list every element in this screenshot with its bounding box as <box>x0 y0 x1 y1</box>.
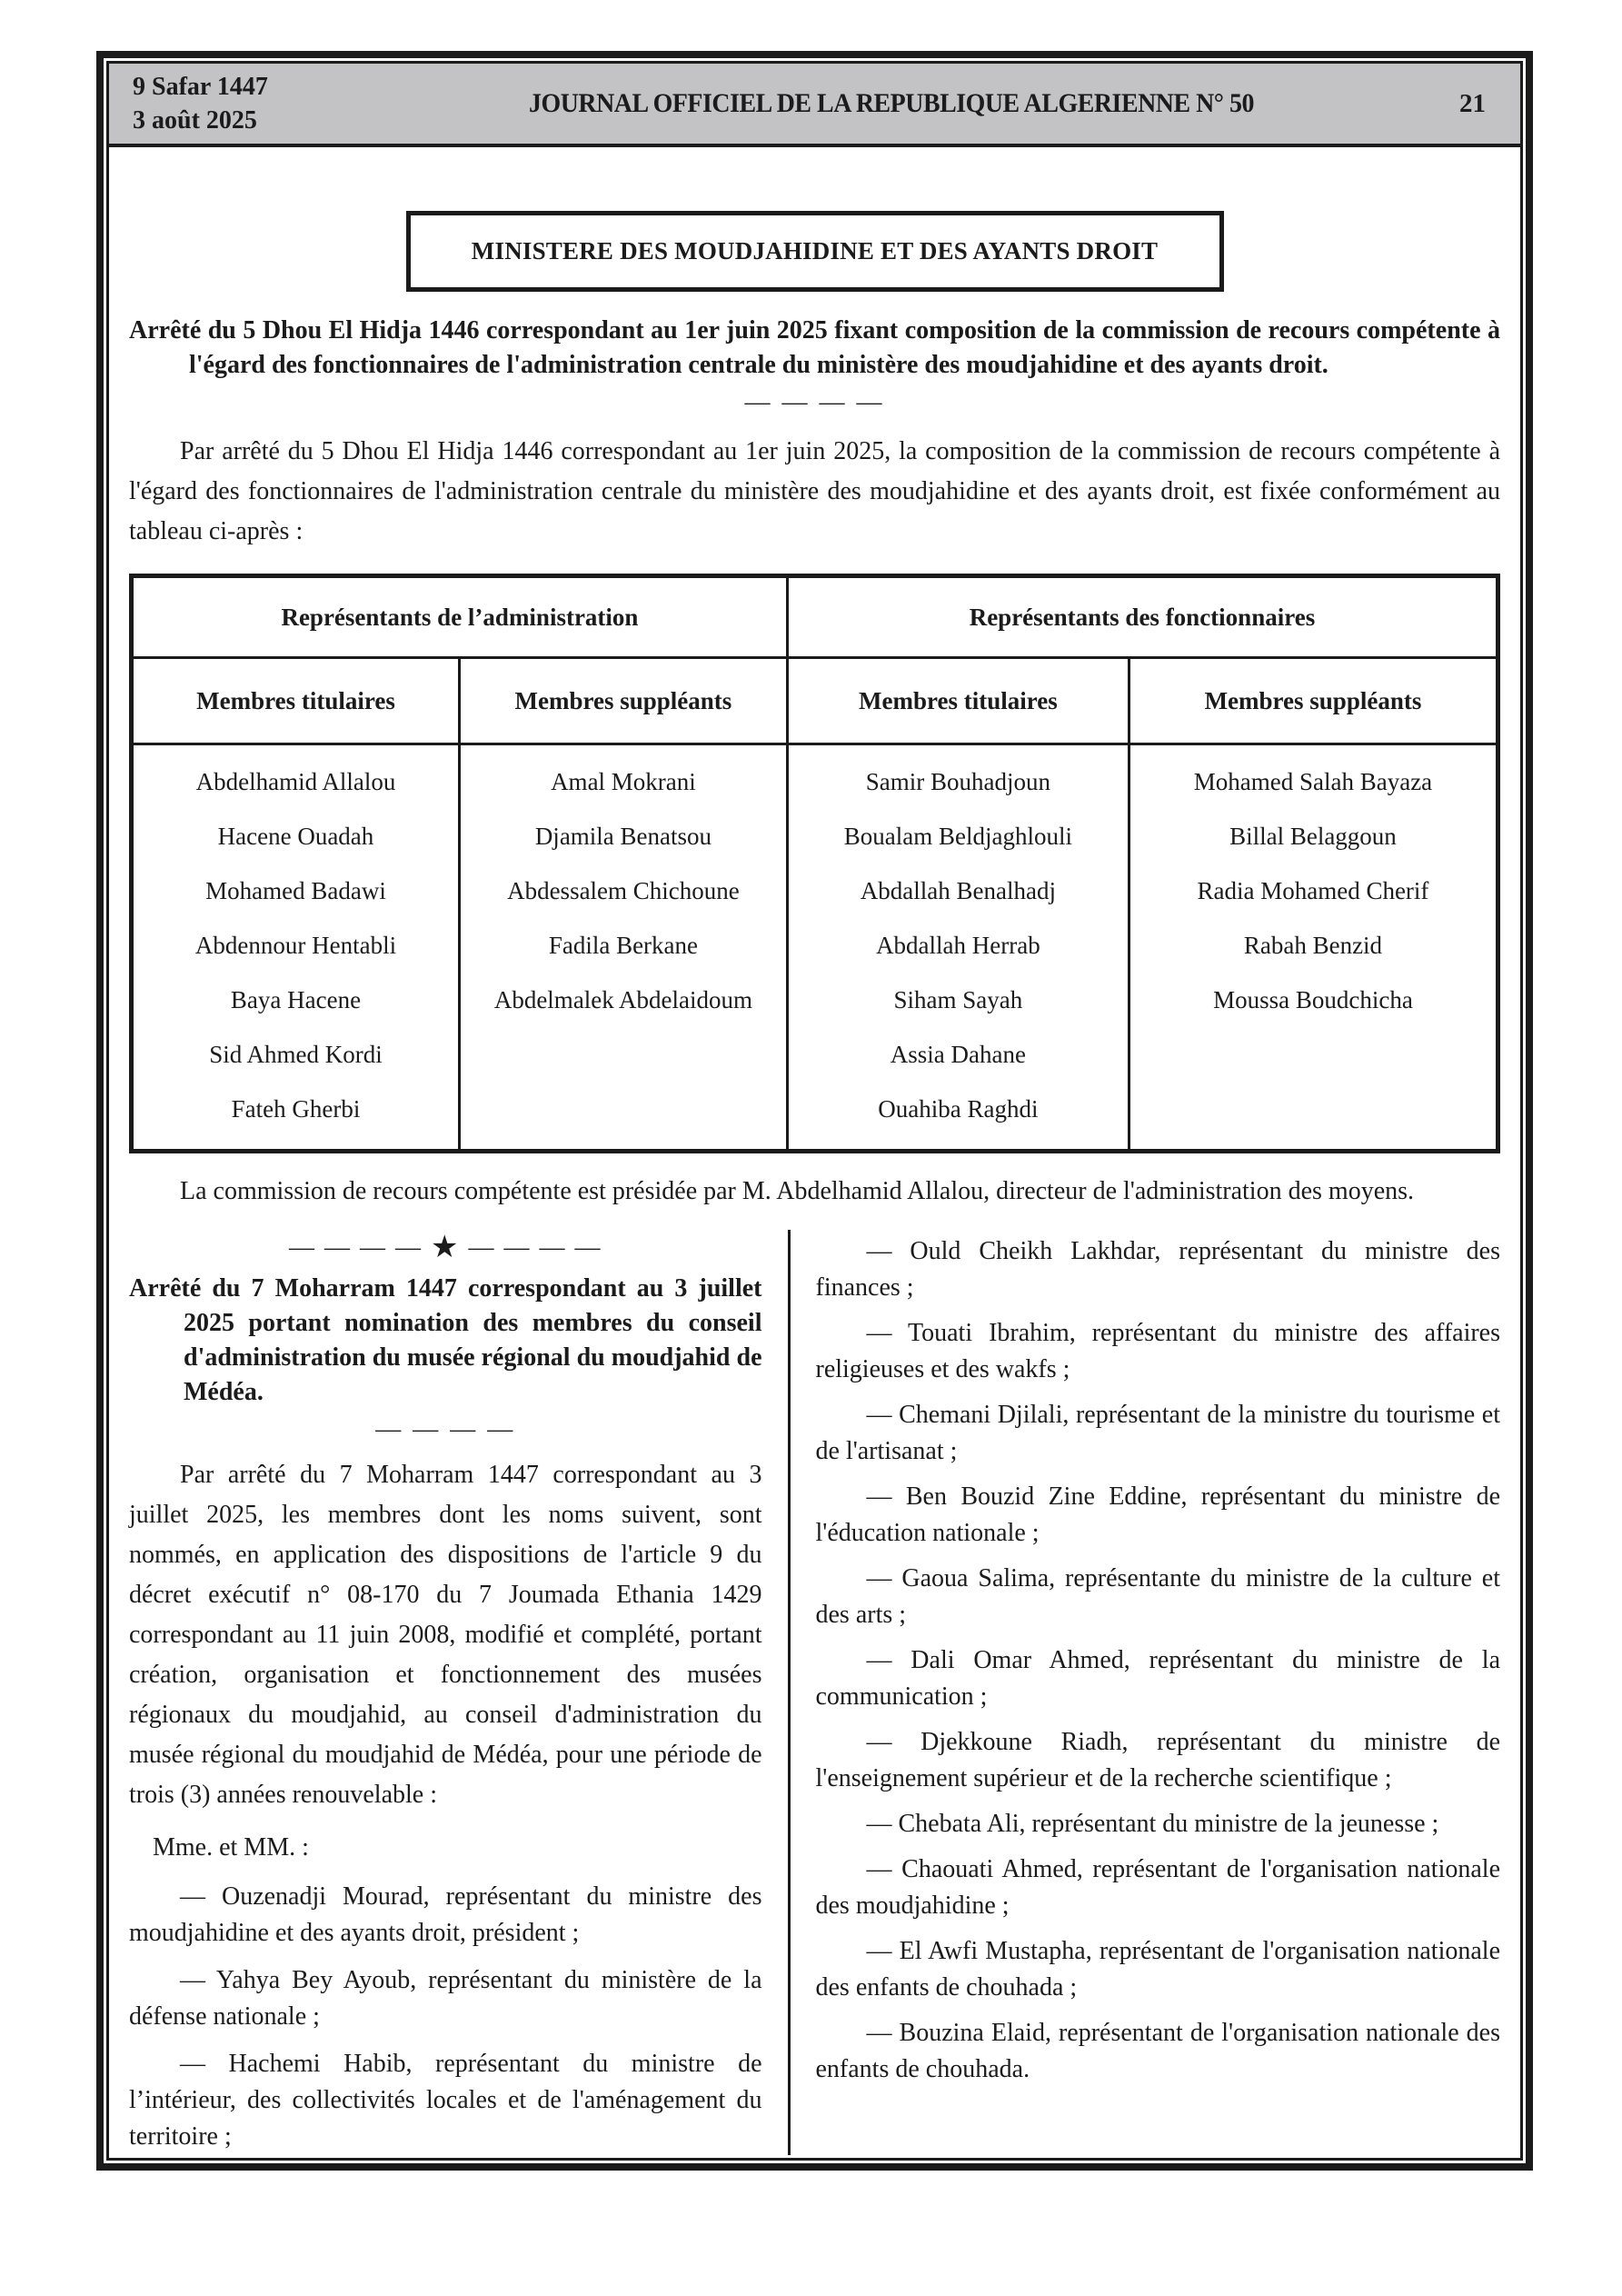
salutation: Mme. et MM. : <box>153 1833 309 1862</box>
column-header-suppleants-fonct: Membres suppléants <box>1129 658 1498 744</box>
member-name: Samir Bouhadjoun <box>865 768 1051 795</box>
masthead <box>109 64 1520 147</box>
table-body-row <box>132 744 1498 1152</box>
page-frame-inner <box>106 61 1523 2161</box>
member-item: — Chemani Djilali, représentant de la ministre du tourisme et de l'artisanat ; <box>815 1401 1500 1465</box>
right-column <box>791 1230 1501 2155</box>
dash-separator-2: — — — — <box>375 1415 516 1443</box>
table-column-header-row <box>132 658 1498 744</box>
member-item: — Hachemi Habib, représentant du ministre de l’intérieur, des collectivités locales et de l'aménagement du territoire ; <box>129 2050 762 2151</box>
group-header-administration: Représentants de l’administration <box>132 576 788 658</box>
member-name: Abdallah Herrab <box>876 932 1040 959</box>
member-item: — Touati Ibrahim, représentant du ministre des affaires religieuses et des wakfs ; <box>815 1319 1500 1383</box>
ministry-title-box: MINISTERE DES MOUDJAHIDINE ET DES AYANTS DROIT <box>406 211 1224 292</box>
member-name: Djamila Benatsou <box>534 823 712 850</box>
member-name: Fateh Gherbi <box>231 1095 361 1123</box>
member-name: Ouahiba Raghdi <box>878 1095 1039 1123</box>
separator-dashes: — — — — <box>468 1233 602 1262</box>
hijri-date: 9 Safar 1447 <box>133 73 268 101</box>
member-name: Hacene Ouadah <box>217 823 374 850</box>
names-cell-admin-suppleants <box>459 744 787 1152</box>
member-name: Abdallah Benalhadj <box>860 877 1056 904</box>
member-item: — Chebata Ali, représentant du ministre de la jeunesse ; <box>866 1810 1439 1838</box>
member-name: Abdelhamid Allalou <box>195 768 396 795</box>
star-separator <box>129 1230 762 1266</box>
member-name: Amal Mokrani <box>551 768 696 795</box>
member-name: Abdelmalek Abdelaidoum <box>493 986 753 1013</box>
journal-title: JOURNAL OFFICIEL DE LA REPUBLIQUE ALGERIENNE N° 50 <box>528 88 1254 118</box>
member-name: Baya Hacene <box>230 986 362 1013</box>
member-name: Abdessalem Chichoune <box>507 877 740 904</box>
member-item: — El Awfi Mustapha, représentant de l'organisation nationale des enfants de chouhada ; <box>815 1937 1500 2002</box>
page-content <box>109 147 1520 2158</box>
names-cell-admin-titulaires <box>132 744 460 1152</box>
member-item: — Djekkoune Riadh, représentant du ministre de l'enseignement supérieur et de la recherche scientifique ; <box>815 1728 1500 1792</box>
member-name: Radia Mohamed Cherif <box>1197 877 1429 904</box>
page-number: 21 <box>1459 88 1486 118</box>
member-name: Sid Ahmed Kordi <box>209 1041 383 1068</box>
dash-separator-1: — — — — <box>744 388 885 416</box>
star-icon: ★ <box>431 1231 461 1264</box>
decree1-intro: Par arrêté du 5 Dhou El Hidja 1446 correspondant au 1er juin 2025, la composition de la commission de recours compétente à l'égard des fonctionnaires de l'administration centrale du ministère des moudjahidine et des ayants droit, est fixée conformément au tableau ci-après : <box>129 437 1500 545</box>
masthead-dates <box>133 70 405 137</box>
two-column-section <box>129 1230 1500 2155</box>
member-item: — Gaoua Salima, représentante du ministre de la culture et des arts ; <box>815 1564 1500 1629</box>
member-item: — Yahya Bey Ayoub, représentant du ministère de la défense nationale ; <box>129 1966 762 2031</box>
member-name: Mohamed Badawi <box>205 877 386 904</box>
commission-table <box>129 574 1500 1153</box>
member-name: Assia Dahane <box>890 1041 1026 1068</box>
left-column <box>129 1230 788 2155</box>
member-name: Mohamed Salah Bayaza <box>1193 768 1433 795</box>
member-item: — Ouzenadji Mourad, représentant du ministre des moudjahidine et des ayants droit, président ; <box>129 1882 762 1947</box>
member-name: Billal Belaggoun <box>1229 823 1397 850</box>
member-item: — Chaouati Ahmed, représentant de l'organisation nationale des moudjahidine ; <box>815 1855 1500 1920</box>
column-header-titulaires-fonct: Membres titulaires <box>787 658 1129 744</box>
member-name: Siham Sayah <box>893 986 1023 1013</box>
member-item: — Dali Omar Ahmed, représentant du ministre de la communication ; <box>815 1646 1500 1711</box>
column-header-suppleants-admin: Membres suppléants <box>459 658 787 744</box>
table-group-header-row <box>132 576 1498 658</box>
commission-president-note: La commission de recours compétente est présidée par M. Abdelhamid Allalou, directeur de l'administration des moyens. <box>180 1177 1415 1205</box>
member-name: Rabah Benzid <box>1243 932 1383 959</box>
member-name: Abdennour Hentabli <box>194 932 397 959</box>
separator-dashes: — — — — <box>289 1233 423 1262</box>
gregorian-date: 3 août 2025 <box>133 106 257 135</box>
member-item: — Ould Cheikh Lakhdar, représentant du ministre des finances ; <box>815 1237 1500 1302</box>
member-item: — Bouzina Elaid, représentant de l'organisation nationale des enfants de chouhada. <box>815 2019 1500 2083</box>
member-item: — Ben Bouzid Zine Eddine, représentant du ministre de l'éducation nationale ; <box>815 1482 1500 1547</box>
member-name: Fadila Berkane <box>548 932 699 959</box>
decree1-heading: Arrêté du 5 Dhou El Hidja 1446 correspondant au 1er juin 2025 fixant composition de la commission de recours compétente à l'égard des fonctionnaires de l'administration centrale du ministère des moudjahidine et des ayants droit. <box>129 316 1500 379</box>
page-frame <box>96 51 1533 2171</box>
decree2-intro: Par arrêté du 7 Moharram 1447 correspondant au 3 juillet 2025, les membres dont les noms suivent, sont nommés, en application des dispositions de l'article 9 du décret exécutif n° 08-170 du 7 Joumada Ethania 1429 correspondant au 11 juin 2008, modifié et complété, portant création, organisation et fonctionnement des musées régionaux du moudjahid, au conseil d'administration du musée régional du moudjahid de Médéa, pour une période de trois (3) années renouvelable : <box>129 1461 762 1809</box>
group-header-fonctionnaires: Représentants des fonctionnaires <box>787 576 1498 658</box>
names-cell-fonct-titulaires <box>787 744 1129 1152</box>
decree2-heading: Arrêté du 7 Moharram 1447 correspondant au 3 juillet 2025 portant nomination des membres du conseil d'administration du musée régional du moudjahid de Médéa. <box>129 1274 762 1406</box>
member-name: Boualam Beldjaghlouli <box>843 823 1073 850</box>
column-header-titulaires-admin: Membres titulaires <box>132 658 460 744</box>
member-name: Moussa Boudchicha <box>1213 986 1413 1013</box>
names-cell-fonct-suppleants <box>1129 744 1498 1152</box>
